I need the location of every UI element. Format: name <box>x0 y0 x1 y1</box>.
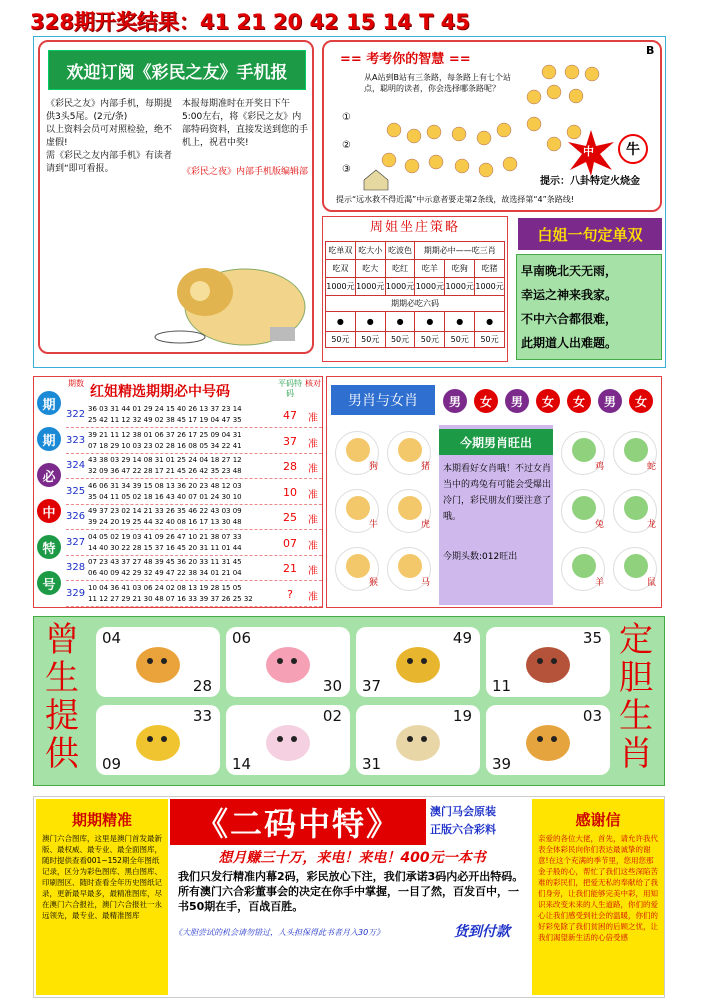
period-check: 准 <box>308 566 318 577</box>
strategy-c: 1000元 <box>385 278 415 296</box>
result-title: 328期开奖结果：41 21 20 42 15 14 T 45 <box>30 10 470 34</box>
bottom-right <box>532 799 664 995</box>
strategy-c: 吃大 <box>355 260 385 278</box>
side-char: 必 <box>37 463 61 487</box>
zodiac-label: 羊 <box>594 578 604 588</box>
tag2: 正版六合彩料 <box>430 823 496 836</box>
number-card <box>226 705 350 775</box>
hdr-check: 核对 <box>305 379 321 388</box>
zodiac-label: 猴 <box>368 578 378 588</box>
card-number-a: 33 <box>192 707 212 725</box>
number-card <box>356 705 480 775</box>
period-row <box>66 505 322 530</box>
period-row <box>66 429 322 454</box>
ad-left-text: 《彩民之友》内部手机，每期提供3头5尾。(2元/条) 以上资料会员可对照检验，绝不虚假! 需《彩民之友内部手机》有读者请到“即可看报。 <box>46 99 173 174</box>
puzzle-option-3: ③ <box>342 164 351 175</box>
gender-pill: 男 <box>598 389 622 413</box>
ball: ● <box>415 312 445 332</box>
period-line1: 07 23 43 37 27 48 39 45 36 20 33 11 31 45 <box>88 558 242 566</box>
bottom-body: 我们只发行精准内幕2码，彩民放心下注，我们承诺3码内必开出特码。所有澳门六合彩董事会的决定在你手中掌握，一目了然，百发百中，一书50期在手，百战百胜。 <box>178 870 524 913</box>
period-row <box>66 403 322 428</box>
gender-pill: 女 <box>629 389 653 413</box>
zodiac-icon <box>387 547 431 591</box>
period-check: 准 <box>308 540 318 552</box>
ad-sign: 《彩民之夜》内部手机版编辑部 <box>182 167 309 177</box>
bottom-left-text: 澳门六合图库，这里是澳门首发最新版、最权威、最专业、最全面图库，随时提供查看001~152期全年图纸记录，区分为彩色图库、黑白图库、印刷图区、随时查看全年历史图纸记录，更新最早最多，最精准图库，尽在澳门六合报社，澳门六合报社一永远领先，最专业、最精准图库 <box>42 834 162 920</box>
strategy-c: 50元 <box>415 332 445 348</box>
puzzle-title: == 考考你的智慧 == <box>340 52 471 67</box>
zodiac-icon <box>387 489 431 533</box>
zodiac-label: 蛇 <box>646 462 656 472</box>
period-check: 准 <box>308 591 318 603</box>
card-number-b: 28 <box>192 677 212 695</box>
period-number: 322 <box>66 409 86 420</box>
strategy-c: 吃红 <box>385 260 415 278</box>
number-card <box>226 627 350 697</box>
strategy-c: 1000元 <box>475 278 505 296</box>
zodiac-label: 鸡 <box>594 462 604 472</box>
card-number-b: 30 <box>322 677 342 695</box>
period-number: 328 <box>66 562 86 573</box>
zodiac-illustration <box>258 715 318 765</box>
strategy-box <box>322 216 508 362</box>
card-number-a: 04 <box>102 629 122 647</box>
gender-pill: 男 <box>443 389 467 413</box>
period-line2: 35 04 11 05 02 18 16 43 40 07 01 24 30 10 <box>88 492 242 501</box>
ball: ● <box>445 312 475 332</box>
card-number-b: 39 <box>492 755 512 773</box>
period-line1: 49 37 23 02 14 21 33 26 35 46 22 43 03 09 <box>88 507 242 515</box>
ball: ● <box>385 312 415 332</box>
grid-panel <box>33 616 665 786</box>
zodiac-icon <box>387 431 431 475</box>
poem-line: 此期道人出难题。 <box>521 336 618 350</box>
card-number-b: 14 <box>232 755 252 773</box>
period-check: 准 <box>308 515 318 526</box>
zodiac-label: 鼠 <box>646 578 656 588</box>
strategy-c: 50元 <box>326 332 356 348</box>
puzzle-option-2: ② <box>342 140 351 151</box>
bottom-right-title: 感谢信 <box>575 811 621 829</box>
period-special: 28 <box>283 460 297 473</box>
period-special: 21 <box>283 562 297 575</box>
slogan: 想月赚三十万，来电！来电！400元一本书 <box>218 850 486 866</box>
period-line2: 11 12 27 29 21 30 48 07 16 33 39 37 26 25 32 <box>88 594 253 603</box>
hongjie-panel <box>33 376 323 608</box>
period-row <box>66 531 322 556</box>
vchar: 生 <box>619 696 653 736</box>
zodiac-panel <box>326 376 662 608</box>
answer-circle: 牛 <box>618 134 648 164</box>
strategy-c: 1000元 <box>355 278 385 296</box>
puzzle-hint: 提示：八卦特定火烧金 <box>540 176 640 187</box>
card-number-a: 02 <box>322 707 342 725</box>
zodiac-illustration <box>128 637 188 687</box>
poem-line: 幸运之神来我家。 <box>521 288 618 302</box>
number-card <box>356 627 480 697</box>
strategy-c: 1000元 <box>415 278 445 296</box>
number-card <box>486 705 610 775</box>
number-card <box>486 627 610 697</box>
star-text: 中 <box>583 145 594 158</box>
strategy-h2: 吃大小 <box>355 242 385 260</box>
card-number-b: 37 <box>362 677 382 695</box>
side-char: 特 <box>37 535 61 559</box>
vchar: 定 <box>619 620 653 660</box>
zodiac-icon <box>561 431 605 475</box>
side-char: 中 <box>37 499 61 523</box>
strategy-title: 周姐坐庄策略 <box>369 220 460 235</box>
strategy-c: 50元 <box>355 332 385 348</box>
strategy-h3: 吃波色 <box>385 242 415 260</box>
period-number: 324 <box>66 460 86 471</box>
card-number-a: 03 <box>582 707 602 725</box>
vchar: 胆 <box>619 658 653 698</box>
zodiac-illustration <box>518 637 578 687</box>
period-line1: 36 03 31 44 01 29 24 15 40 26 13 37 23 14 <box>88 405 242 413</box>
puzzle-box <box>322 40 662 212</box>
hot-text: 本期看好女肖哦！不过女肖当中的鸡兔有可能会受爆出冷门，彩民朋友们要注意了哦。 <box>443 464 552 522</box>
vchar: 肖 <box>619 734 653 774</box>
ad-title: 欢迎订阅《彩民之友》手机报 <box>48 50 306 90</box>
vchar: 生 <box>45 658 79 698</box>
gender-pill: 男 <box>505 389 529 413</box>
period-line2: 39 24 20 19 25 44 32 40 08 16 17 13 30 48 <box>88 518 242 526</box>
poem-line: 早南晚北天无雨， <box>521 264 618 278</box>
period-number: 327 <box>66 536 86 548</box>
tag1: 澳门马会原装 <box>430 805 496 818</box>
hdr-code: 平码特码 <box>278 379 302 398</box>
pay-text: 货到付款 <box>454 924 510 940</box>
zodiac-illustration <box>388 715 448 765</box>
hot-box <box>439 425 553 605</box>
zodiac-label: 牛 <box>368 520 378 530</box>
period-check: 准 <box>308 413 318 424</box>
zodiac-title: 男肖与女肖 <box>331 385 435 415</box>
strategy-c: 50元 <box>385 332 415 348</box>
zodiac-icon <box>561 547 605 591</box>
number-card <box>96 627 220 697</box>
puzzle-option-1: ① <box>342 112 351 123</box>
gender-pill: 女 <box>567 389 591 413</box>
hdr-period: 期数 <box>68 379 84 388</box>
hot-heads: 今期头数:012旺出 <box>443 552 518 562</box>
period-special: 10 <box>283 485 297 499</box>
period-check: 准 <box>308 489 318 501</box>
period-special: 47 <box>283 409 297 422</box>
side-char: 期 <box>37 391 61 415</box>
period-number: 325 <box>66 485 86 497</box>
period-line2: 25 42 11 12 32 49 02 38 45 17 19 04 47 35 <box>88 416 242 424</box>
card-number-b: 11 <box>492 677 512 695</box>
puzzle-note: 提示“远水救不得近渴”中示意者要走第2条线，故选择第“4”条路线! <box>336 195 574 204</box>
strategy-c: 吃猪 <box>475 260 505 278</box>
strategy-table <box>325 241 505 348</box>
period-check: 准 <box>308 464 318 475</box>
period-number: 326 <box>66 511 86 522</box>
zodiac-icon <box>335 547 379 591</box>
ad-right-text: 本报每期准时在开奖日下午5:00左右，将《彩民之友》内部特码资料，直接发送到您的手机上，祝君中奖! <box>182 99 309 148</box>
zodiac-label: 马 <box>420 578 430 588</box>
bottom-left-title: 期期精准 <box>71 811 132 829</box>
poem-line: 不中六合都很难， <box>521 312 618 326</box>
period-line2: 14 40 30 22 28 15 37 16 45 20 31 11 01 44 <box>88 543 242 552</box>
vchar: 曾 <box>45 620 79 660</box>
ad-box <box>38 40 314 354</box>
zodiac-label: 虎 <box>420 520 430 530</box>
bottom-left <box>36 799 168 995</box>
female-zodiac <box>557 425 661 605</box>
card-number-a: 35 <box>582 629 602 647</box>
hot-title: 今期男肖旺出 <box>439 429 553 455</box>
big-title: 《二码中特》 <box>170 799 426 845</box>
period-line2: 32 09 36 47 22 28 17 21 45 26 42 35 23 48 <box>88 467 242 475</box>
period-line1: 10 04 36 41 03 06 24 02 08 13 19 28 15 05 <box>88 583 242 592</box>
zodiac-illustration <box>518 715 578 765</box>
zodiac-icon <box>561 489 605 533</box>
tagline: 《大胆尝试的机会请勿错过，人头担保得此书者月入30万》 <box>174 928 385 937</box>
strategy-c: 1000元 <box>326 278 356 296</box>
zodiac-illustration <box>128 715 188 765</box>
strategy-c: 吃双 <box>326 260 356 278</box>
lion-illustration <box>150 247 310 352</box>
ball: ● <box>475 312 505 332</box>
period-special: 25 <box>283 511 297 524</box>
number-cards <box>34 617 666 787</box>
baijie-title: 白姐一句定单双 <box>518 218 662 250</box>
period-line1: 46 06 31 34 39 15 08 13 36 20 23 48 12 03 <box>88 481 242 490</box>
hdr-title: 红姐精选期期必中号码 <box>90 384 230 400</box>
period-line1: 04 05 02 19 03 41 09 26 47 10 21 38 07 33 <box>88 532 242 541</box>
ball: ● <box>326 312 356 332</box>
gender-pill: 女 <box>536 389 560 413</box>
period-special: 07 <box>283 536 297 550</box>
zodiac-icon <box>613 431 657 475</box>
period-row <box>66 454 322 479</box>
zodiac-icon <box>613 547 657 591</box>
period-line1: 39 21 11 12 38 01 06 37 26 17 25 09 04 31 <box>88 430 242 439</box>
strategy-c: 50元 <box>445 332 475 348</box>
period-line1: 43 38 03 29 14 08 31 01 25 24 04 18 27 12 <box>88 456 242 464</box>
puzzle-corner-b: B <box>646 44 655 57</box>
card-number-a: 19 <box>452 707 472 725</box>
zodiac-illustration <box>258 637 318 687</box>
male-zodiac <box>331 425 435 605</box>
vchar: 供 <box>45 734 79 774</box>
strategy-c: 吃羊 <box>415 260 445 278</box>
zodiac-icon <box>613 489 657 533</box>
number-card <box>96 705 220 775</box>
period-special: ? <box>287 587 293 601</box>
period-row <box>66 556 322 581</box>
period-number: 323 <box>66 434 86 446</box>
puzzle-question: 从A站到B站有三条路，每条路上有七个站点，聪明的读者，你会选择哪条路呢？ <box>364 73 511 93</box>
card-number-b: 09 <box>102 755 122 773</box>
strategy-c: 吃狗 <box>445 260 475 278</box>
strategy-c: 50元 <box>475 332 505 348</box>
period-line2: 06 40 09 42 29 32 49 47 22 38 34 01 21 04 <box>88 569 242 577</box>
baijie-box <box>512 216 662 362</box>
card-number-a: 49 <box>452 629 472 647</box>
side-char: 号 <box>37 571 61 595</box>
ball: ● <box>355 312 385 332</box>
bottom-right-text: 亲爱的各位大佬，首先，请允许我代表全体彩民向你们表达最诚挚的谢意!在这个充满的季节里，您用您那金子般的心，帮忙了我们这些深陷苦难的彩民们，把爱无私的奉献给了我们身旁，让我们能够完美中彩，用知识来改变未来的人生道路，你们的爱心让我们感受到社会的温暖，你们的好彩免除了我们贫困的后顾之忧，让我们渴望新生活的心倍受感 <box>538 834 658 942</box>
card-number-b: 31 <box>362 755 382 773</box>
zodiac-label: 兔 <box>594 520 604 530</box>
card-number-a: 06 <box>232 629 252 647</box>
zodiac-icon <box>335 431 379 475</box>
side-char: 期 <box>37 427 61 451</box>
strategy-h4: 期期必中——吃三肖 <box>415 242 505 260</box>
period-check: 准 <box>308 438 318 450</box>
period-number: 329 <box>66 587 86 599</box>
zodiac-icon <box>335 489 379 533</box>
baijie-poem <box>516 254 662 360</box>
bottom-panel <box>33 796 665 998</box>
period-row <box>66 480 322 505</box>
zodiac-label: 狗 <box>368 462 378 472</box>
period-row <box>66 582 322 607</box>
hongjie-side <box>34 377 64 607</box>
strategy-c: 1000元 <box>445 278 475 296</box>
strategy-h1: 吃单双 <box>326 242 356 260</box>
period-special: 37 <box>283 434 297 448</box>
zodiac-illustration <box>388 637 448 687</box>
period-line2: 07 18 29 10 03 23 02 28 16 08 05 34 22 41 <box>88 441 242 450</box>
zodiac-label: 猪 <box>420 462 430 472</box>
gender-pill: 女 <box>474 389 498 413</box>
strategy-row4: 期期必吃六码 <box>326 296 505 312</box>
zodiac-label: 龙 <box>646 520 656 530</box>
vchar: 提 <box>45 696 79 736</box>
